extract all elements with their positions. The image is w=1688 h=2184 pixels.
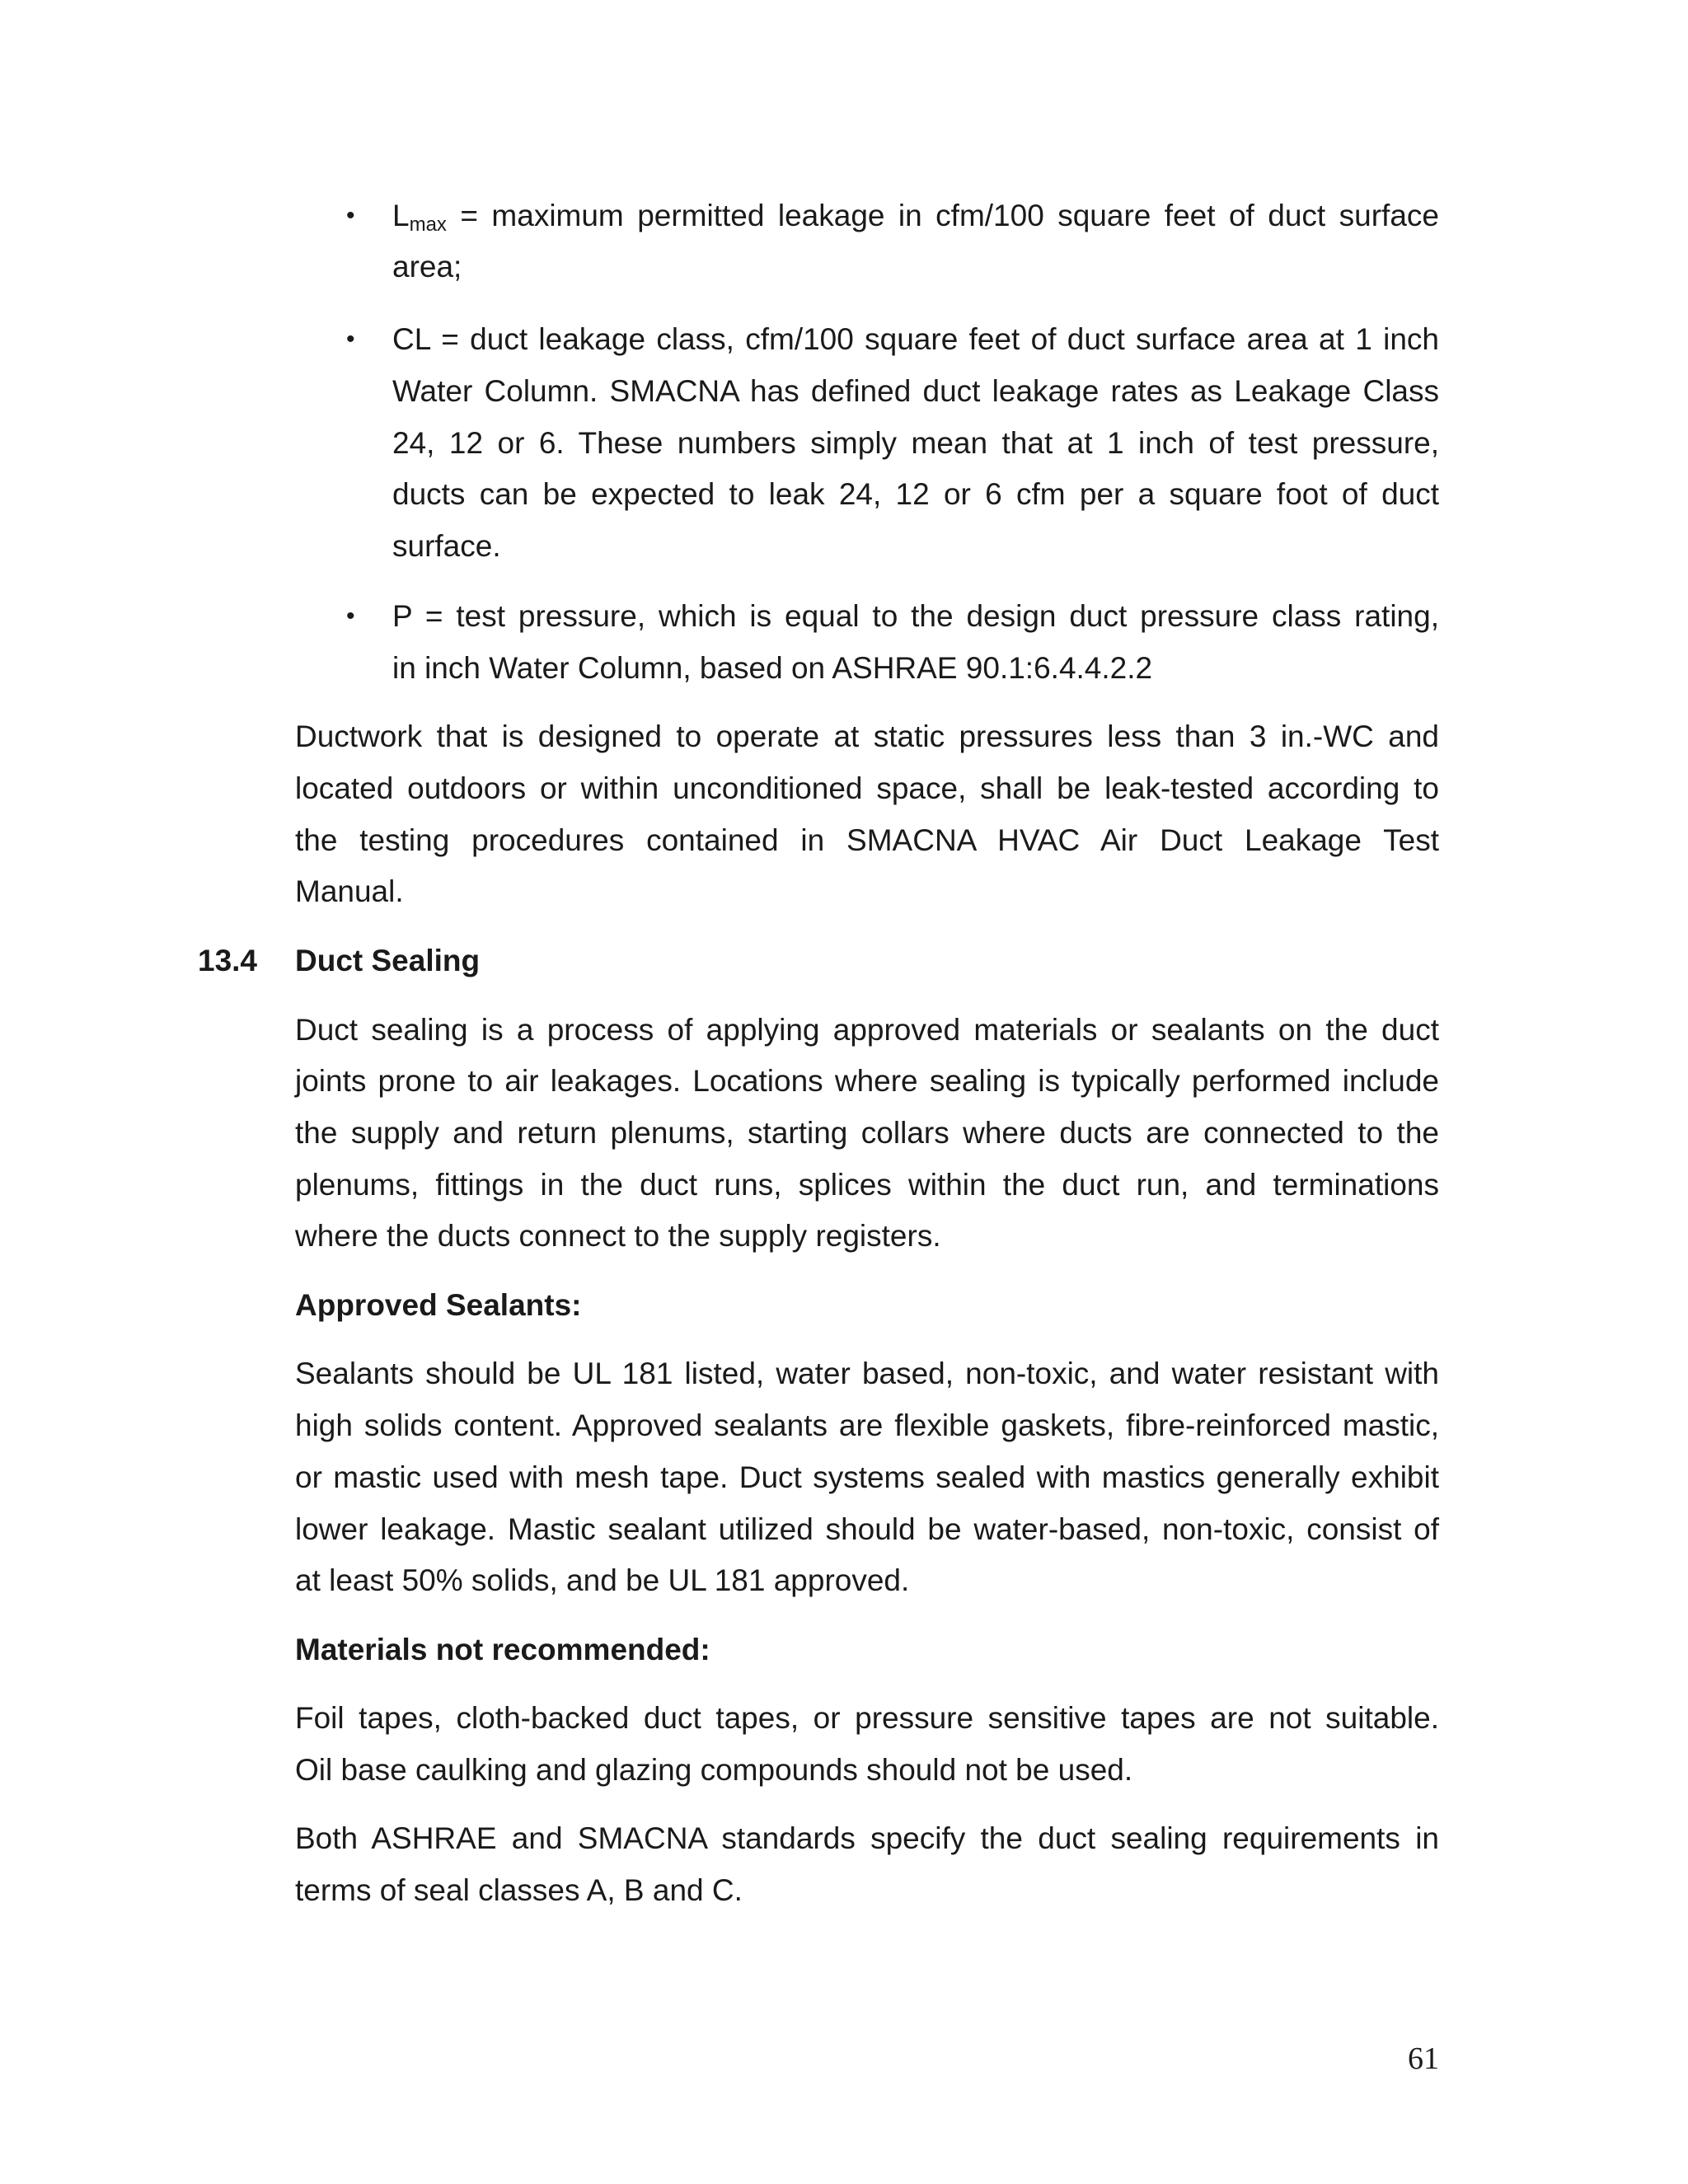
sealing-line-5: where the ducts connect to the supply registers. xyxy=(295,1219,941,1253)
section-number: 13.4 xyxy=(198,944,258,977)
bullet-marker: • xyxy=(346,602,355,630)
approved-line-3: or mastic used with mesh tape. Duct systems sealed with mastics generally exhibit xyxy=(295,1460,1439,1494)
standards-line-2: terms of seal classes A, B and C. xyxy=(295,1873,743,1907)
ductwork-line-4: Manual. xyxy=(295,874,404,908)
approved-sealants-heading: Approved Sealants: xyxy=(295,1288,582,1322)
sealing-line-3: the supply and return plenums, starting collars where ducts are connected to the xyxy=(295,1116,1439,1150)
not-recommended-heading: Materials not recommended: xyxy=(295,1633,710,1666)
not-recommended-line-1: Foil tapes, cloth-backed duct tapes, or pressure sensitive tapes are not suitable. xyxy=(295,1701,1439,1735)
bullet-cl-line-1: CL = duct leakage class, cfm/100 square feet of duct surface area at 1 inch xyxy=(392,322,1439,356)
page-number: 61 xyxy=(1408,2041,1439,2076)
bullet-marker: • xyxy=(346,202,355,229)
sealing-line-4: plenums, fittings in the duct runs, splices within the duct run, and terminations xyxy=(295,1168,1439,1202)
section-title: Duct Sealing xyxy=(295,944,481,977)
sealing-line-2: joints prone to air leakages. Locations where sealing is typically performed include xyxy=(295,1064,1439,1098)
approved-line-2: high solids content. Approved sealants are flexible gaskets, fibre-reinforced mastic, xyxy=(295,1408,1439,1442)
bullet-lmax-line-1 xyxy=(392,198,1439,238)
bullet-cl-line-3: 24, 12 or 6. These numbers simply mean that at 1 inch of test pressure, xyxy=(392,426,1439,460)
lmax-subscript: max xyxy=(409,213,447,236)
ductwork-line-3: the testing procedures contained in SMACNA HVAC Air Duct Leakage Test xyxy=(295,823,1439,857)
bullet-cl-line-4: ducts can be expected to leak 24, 12 or 6 cfm per a square foot of duct xyxy=(392,477,1439,511)
approved-line-5: at least 50% solids, and be UL 181 approved. xyxy=(295,1563,910,1597)
bullet-cl-line-2: Water Column. SMACNA has defined duct leakage rates as Leakage Class xyxy=(392,374,1439,408)
approved-line-1: Sealants should be UL 181 listed, water based, non-toxic, and water resistant with xyxy=(295,1357,1439,1390)
ductwork-line-2: located outdoors or within unconditioned space, shall be leak-tested according to xyxy=(295,771,1439,805)
standards-line-1: Both ASHRAE and SMACNA standards specify the duct sealing requirements in xyxy=(295,1821,1439,1855)
bullet-lmax-line-2: area; xyxy=(392,250,462,284)
lmax-definition: = maximum permitted leakage in cfm/100 square feet of duct surface xyxy=(446,199,1439,232)
lmax-symbol: L xyxy=(392,199,410,232)
approved-line-4: lower leakage. Mastic sealant utilized should be water-based, non-toxic, consist of xyxy=(295,1512,1439,1546)
bullet-p-line-2: in inch Water Column, based on ASHRAE 90.1:6.4.4.2.2 xyxy=(392,651,1153,685)
sealing-line-1: Duct sealing is a process of applying approved materials or sealants on the duct xyxy=(295,1013,1439,1047)
bullet-p-line-1: P = test pressure, which is equal to the design duct pressure class rating, xyxy=(392,599,1439,633)
ductwork-line-1: Ductwork that is designed to operate at static pressures less than 3 in.-WC and xyxy=(295,719,1439,753)
bullet-cl-line-5: surface. xyxy=(392,529,501,563)
not-recommended-line-2: Oil base caulking and glazing compounds should not be used. xyxy=(295,1753,1133,1787)
bullet-marker: • xyxy=(346,326,355,353)
